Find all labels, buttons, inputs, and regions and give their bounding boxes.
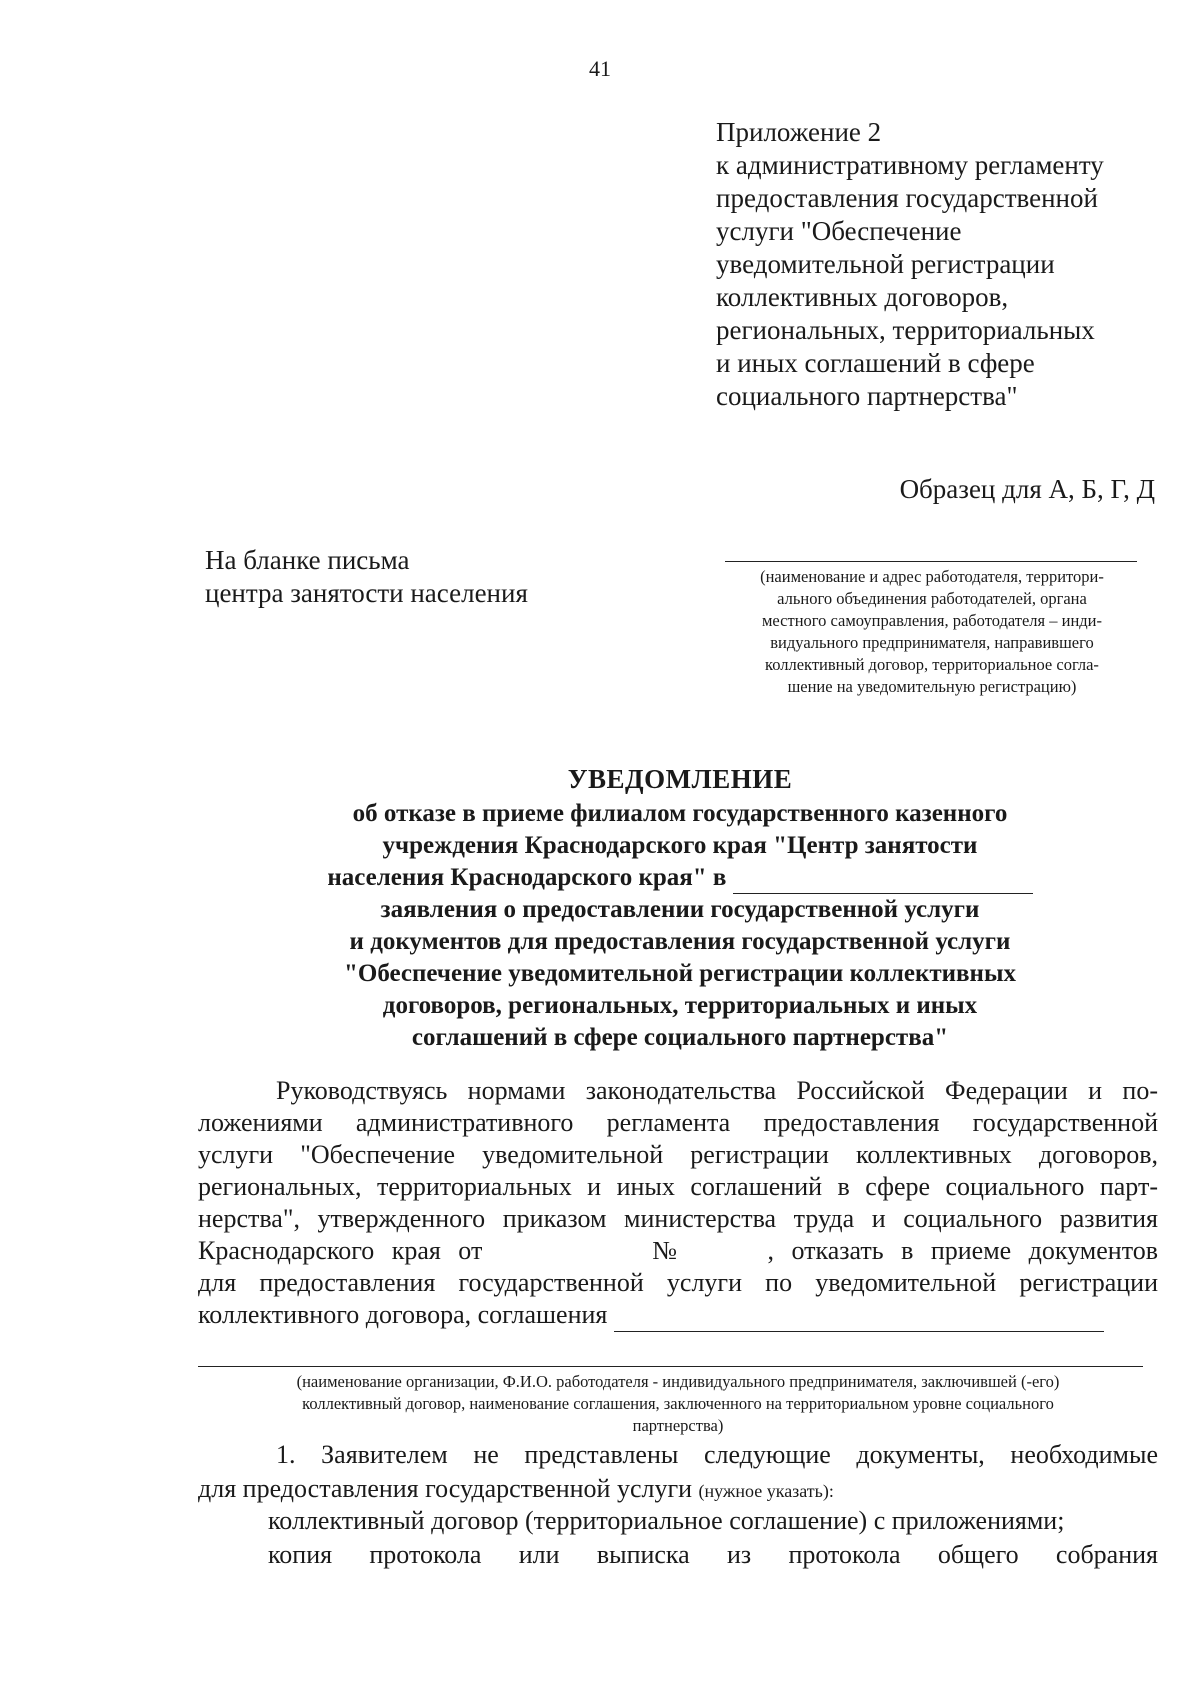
body-text: , отказать в приеме документов	[767, 1236, 1158, 1265]
body-line: региональных, территориальных и иных соглашений в сфере социального парт-	[198, 1172, 1158, 1201]
addressee-caption-line: (наименование и адрес работодателя, территори-	[760, 567, 1104, 586]
addressee-caption	[712, 566, 1152, 698]
notice-subtitle-line: "Обеспечение уведомительной регистрации коллективных	[344, 959, 1016, 987]
item-1-line	[198, 1472, 1158, 1504]
organization-fill-line	[198, 1366, 1143, 1367]
item-1	[198, 1438, 1158, 1572]
body-line: ложениями административного регламента предоставления государственной	[198, 1108, 1158, 1137]
notice-subtitle-line: и документов для предоставления государственной услуги	[349, 928, 1011, 956]
body-line: для предоставления государственной услуги по уведомительной регистрации	[198, 1268, 1158, 1297]
body-line	[198, 1299, 1158, 1331]
appendix-line: предоставления государственной	[716, 183, 1098, 213]
body-line: услуги "Обеспечение уведомительной регистрации коллективных договоров,	[198, 1140, 1158, 1169]
addressee-caption-line: местного самоуправления, работодателя – инди-	[761, 611, 1102, 630]
appendix-line: и иных соглашений в сфере	[716, 348, 1035, 378]
addressee-caption-line: коллективный договор, территориальное согла-	[765, 655, 1099, 674]
item-1-text: для предоставления государственной услуги	[198, 1474, 693, 1503]
letterhead-note	[205, 544, 528, 610]
organization-caption-line: (наименование организации, Ф.И.О. работодателя - индивидуального предпринимателя, заключившей (-его)	[296, 1372, 1060, 1391]
appendix-line: к административному регламенту	[716, 150, 1104, 180]
order-date-blank	[500, 1235, 635, 1267]
body-line: нерства", утвержденного приказом министерства труда и социального развития	[198, 1204, 1158, 1233]
notice-subtitle-text: населения Краснодарского края" в	[327, 863, 727, 891]
order-number-blank	[706, 1235, 768, 1267]
body-line: Руководствуясь нормами законодательства Российской Федерации и по-	[276, 1076, 1158, 1105]
agreement-name-blank	[614, 1299, 1104, 1332]
notice-subtitle-line: учреждения Краснодарского края "Центр занятости	[382, 831, 978, 859]
appendix-line: услуги "Обеспечение	[716, 216, 962, 246]
body-text: коллективного договора, соглашения	[198, 1300, 608, 1329]
body-paragraph	[198, 1075, 1158, 1331]
appendix-line: Приложение 2	[716, 117, 882, 147]
appendix-header	[716, 116, 1156, 413]
sample-label: Образец для А, Б, Г, Д	[899, 474, 1155, 504]
appendix-line: уведомительной регистрации	[716, 249, 1055, 279]
notice-subtitle-line: договоров, региональных, территориальных и иных	[382, 991, 978, 1019]
item-1-line: 1. Заявителем не представлены следующие документы, необходимые	[276, 1440, 1158, 1469]
notice-subtitle-line	[240, 862, 1120, 895]
addressee-caption-line: шение на уведомительную регистрацию)	[787, 677, 1077, 696]
notice-subtitle-line: заявления о предоставлении государственной услуги	[380, 896, 980, 924]
organization-caption	[198, 1371, 1158, 1437]
branch-name-blank	[733, 862, 1033, 895]
organization-caption-line: коллективный договор, наименование соглашения, заключенного на территориальном уровне социального	[302, 1394, 1054, 1413]
appendix-line: коллективных договоров,	[716, 282, 1009, 312]
addressee-fill-line	[725, 561, 1137, 562]
notice-subtitle-line: соглашений в сфере социального партнерства"	[411, 1023, 949, 1051]
addressee-caption-line: ального объединения работодателей, органа	[777, 589, 1087, 608]
page-number: 41	[589, 56, 611, 81]
document-list-item: коллективный договор (территориальное соглашение) с приложениями;	[268, 1506, 1065, 1535]
appendix-line: социального партнерства"	[716, 381, 1018, 411]
notice-subtitle-line: об отказе в приеме филиалом государственного казенного	[352, 800, 1008, 827]
body-line	[198, 1235, 1158, 1267]
organization-caption-line: партнерства)	[632, 1416, 724, 1435]
letterhead-note-line: На бланке письма	[205, 545, 410, 575]
document-list-item: копия протокола или выписка из протокола общего собрания	[268, 1540, 1158, 1569]
body-text: Краснодарского края от	[198, 1236, 483, 1265]
addressee-caption-line: видуального предпринимателя, направившего	[770, 633, 1094, 652]
appendix-line: региональных, территориальных	[716, 315, 1095, 345]
letterhead-note-line: центра занятости населения	[205, 578, 528, 608]
notice-title: УВЕДОМЛЕНИЕ	[567, 764, 793, 794]
notice-subtitle	[240, 798, 1120, 1053]
notice-heading	[240, 760, 1120, 1053]
number-sign: №	[652, 1236, 689, 1265]
item-1-note: (нужное указать):	[698, 1481, 834, 1501]
